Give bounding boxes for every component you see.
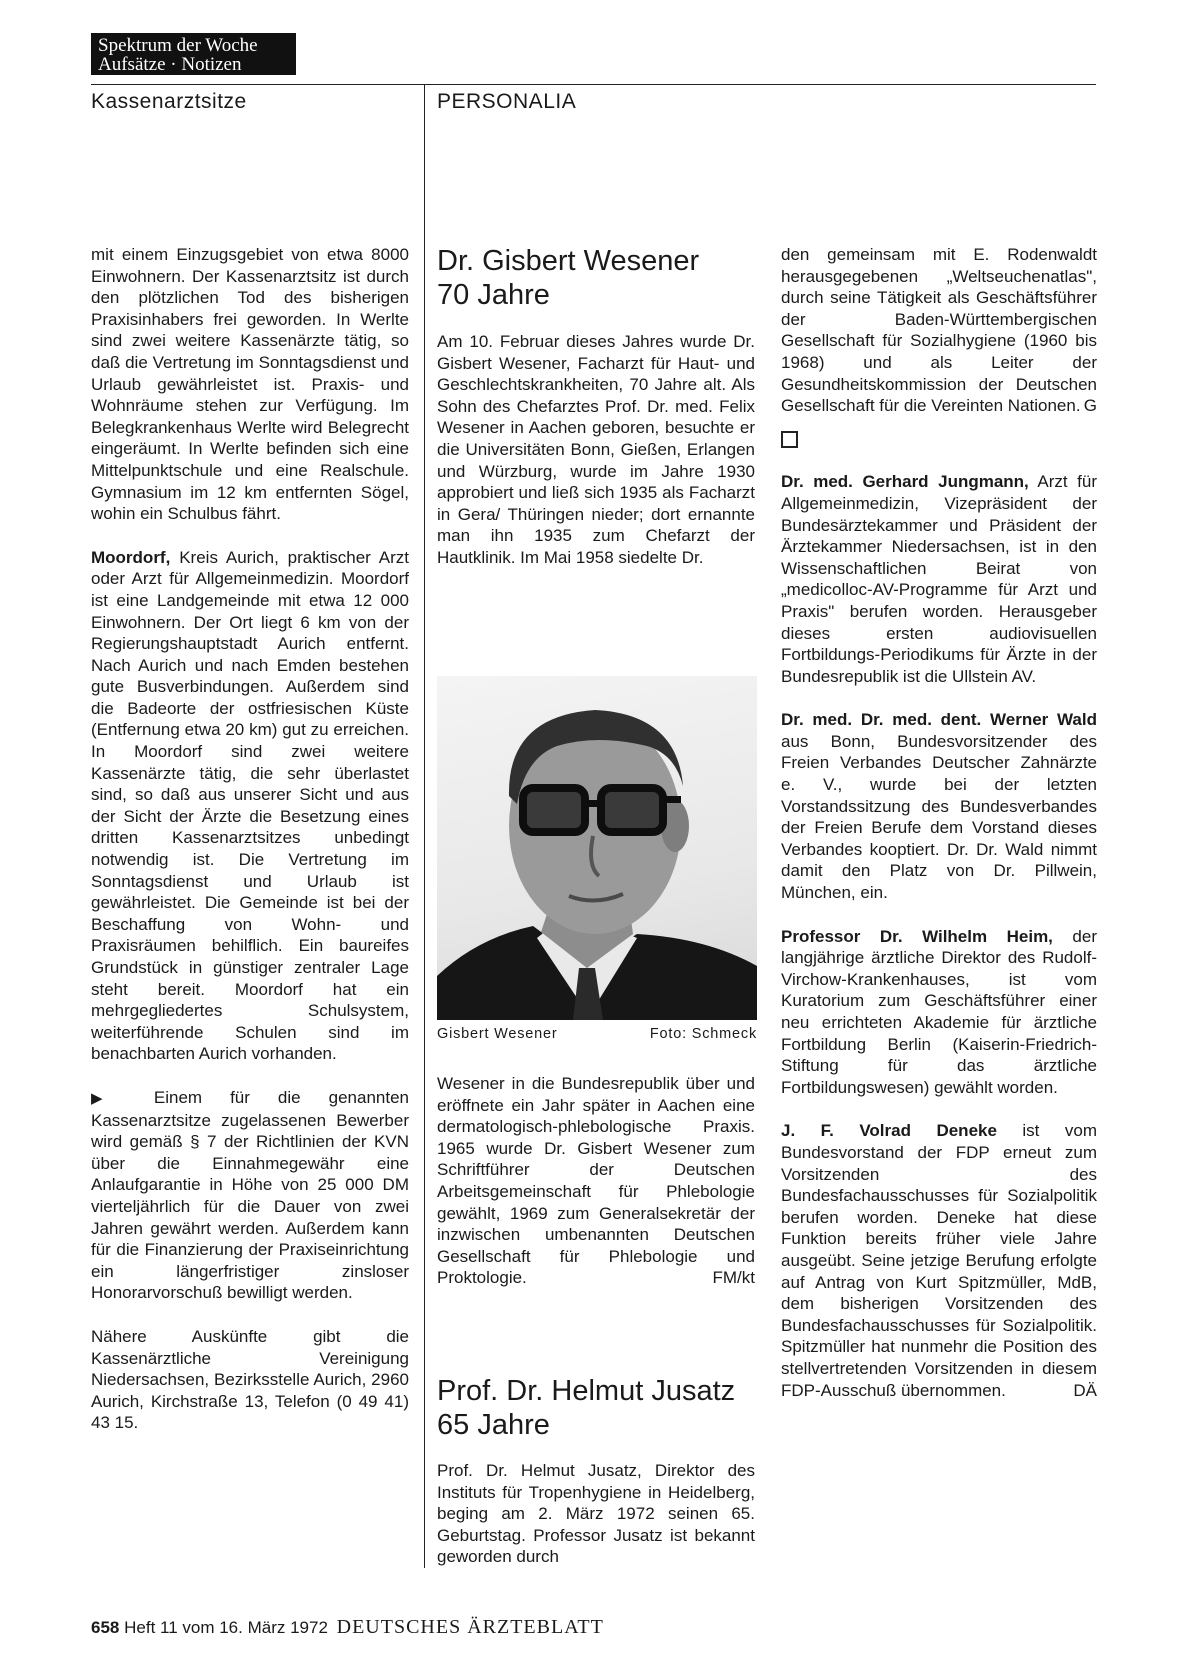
paragraph [91, 547, 409, 1065]
paragraph [781, 926, 1097, 1099]
caption-credit: Foto: Schmeck [649, 1026, 757, 1042]
issue-info: Heft 11 vom 16. März 1972 [124, 1618, 328, 1637]
author-signature: FM/kt [712, 1268, 755, 1288]
paragraph [781, 471, 1097, 687]
headline-line: 65 Jahre [437, 1409, 550, 1441]
header-rule [91, 84, 1096, 85]
section-label-right: PERSONALIA [437, 90, 577, 113]
journal-name: DEUTSCHES ÄRZTEBLATT [336, 1616, 604, 1638]
paragraph: Prof. Dr. Helmut Jusatz, Direktor des Instituts für Tropenhygiene in Heidelberg, beging am 2. März 1972 seinen 65. Geburtstag. Professor Jusatz ist bekannt geworden durch [437, 1461, 755, 1567]
page-footer [91, 1616, 604, 1639]
column-right [781, 244, 1097, 1423]
headline-line: Prof. Dr. Helmut Jusatz [437, 1375, 736, 1407]
paragraph [781, 244, 1097, 417]
headline-line: Dr. Gisbert Wesener [437, 245, 700, 277]
section-label-left: Kassenarztsitze [91, 90, 247, 113]
paragraph-lead: Professor Dr. Wilhelm Heim, [781, 926, 1053, 946]
column-left [91, 244, 409, 1456]
page-number: 658 [91, 1618, 120, 1637]
paragraph [91, 1087, 409, 1304]
arrow-right-icon: ▶ [91, 1089, 126, 1107]
paragraph-lead: J. F. Volrad Deneke [781, 1121, 997, 1141]
paragraph-text: Einem für die genannten Kassenarztsitze zugelassenen Bewerber wird gemäß § 7 der Richtlinien der KVN über die Einnahmegewähr eine Anlaufgarantie in Höhe von 25 000 DM vierteljährlich für die Dauer von zwei Jahren gewährt werden. Außerdem kann für die Finanzierung der Praxiseinrichtung ein längerfristiger zinsloser Honorarvorschuß bewilligt werden. [91, 1087, 409, 1303]
paragraph-text: der langjährige ärztliche Direktor des Rudolf-Virchow-Krankenhauses, ist vom Kuratorium zum Geschäftsführer einer neu errichteten Akademie für ärztliche Fortbildung Berlin (Kaiserin-Friedrich-Stiftung für das ärztliche Fortbildungswesen) gewählt worden. [781, 926, 1097, 1097]
paragraph-text: den gemeinsam mit E. Rodenwaldt herausgegebenen „Weltseuchenatlas", durch seine Tätigkeit als Geschäftsführer der Baden-Württembergischen Gesellschaft für Sozialhygiene (1960 bis 1968) und als Leiter der Gesundheitskommission der Deutschen Gesellschaft für die Vereinten Nationen. [781, 245, 1097, 416]
paragraph-text: Kreis Aurich, praktischer Arzt oder Arzt für Allgemeinmedizin. Moordorf ist eine Landgemeinde mit etwa 12 000 Einwohnern. Der Ort liegt 6 km von der Regierungshauptstadt Aurich entfernt. Nach Aurich und nach Emden bestehen gute Busverbindungen. Außerdem sind die Badeorte der ostfriesischen Küste (Entfernung etwa 20 km) gut zu erreichen. In Moordorf sind zwei weitere Kassenärzte tätig, die sehr überlastet sind, so daß aus unserer Sicht und aus der Sicht der Ärzte die Besetzung eines dritten Kassenarztsitzes unbedingt notwendig ist. Die Vertretung im Sonntagsdienst und Urlaub ist gewährleistet. Die Gemeinde ist bei der Beschaffung von Wohn- und Praxisräumen behilflich. Ein baureifes Grundstück in günstiger zentraler Lage steht bereit. Moordorf hat ein mehrgegliedertes Schulsystem, weiterführende Schulen sind im benachbarten Aurich vorhanden. [91, 547, 409, 1064]
paragraph [781, 1120, 1097, 1401]
masthead-line-2: Aufsätze · Notizen [98, 54, 242, 75]
author-signature: DÄ [1073, 1380, 1097, 1400]
article-headline-jusatz [437, 1374, 767, 1442]
paragraph-lead: Dr. med. Dr. med. dent. Werner Wald [781, 710, 1097, 730]
photo-caption [437, 1026, 757, 1042]
separator-box-icon [781, 431, 798, 448]
masthead [91, 33, 296, 75]
article-headline-wesener [437, 244, 767, 312]
article-body-wesener-continued [437, 1073, 755, 1311]
section-separator [781, 431, 1097, 454]
paragraph: Am 10. Februar dieses Jahres wurde Dr. Gisbert Wesener, Facharzt für Haut- und Geschlechtskrankheiten, 70 Jahre alt. Als Sohn des Chefarztes Prof. Dr. med. Felix Wesener in Aachen geboren, besuchte er die Universitäten Bonn, Gießen, Erlangen und Würzburg, wurde im Jahre 1930 approbiert und ließ sich 1935 als Facharzt in Gera/ Thüringen nieder; dort ernannte man ihn 1935 zum Chefarzt der Hautklinik. Im Mai 1958 siedelte Dr. [437, 332, 755, 567]
article-body-wesener [437, 331, 755, 591]
paragraph-text: Wesener in die Bundesrepublik über und eröffnete ein Jahr später in Aachen eine dermatologisch-phlebologische Praxis. 1965 wurde Dr. Gisbert Wesener zum Schriftführer der Deutschen Arbeitsgemeinschaft für Phlebologie gewählt, 1969 zum Generalsekretär der inzwischen umbenannten Deutschen Gesellschaft für Phlebologie und Proktologie. [437, 1074, 755, 1288]
portrait-photo-image [437, 676, 757, 1020]
paragraph-lead: Dr. med. Gerhard Jungmann, [781, 472, 1029, 492]
paragraph-text: ist vom Bundesvorstand der FDP erneut zum Vorsitzenden des Bundesfachausschusses für Sozialpolitik berufen worden. Deneke hat diese Funktion bereits früher viele Jahre ausgeübt. Seine jetzige Berufung erfolgte auf Antrag von Kurt Spitzmüller, MdB, dem bisherigen Vorsitzenden des Bundesfachausschusses für Sozialpolitik. Spitzmüller hat nunmehr die Position des stellvertretenden Vorsitzenden in diesem FDP-Ausschuß übernommen. [781, 1121, 1097, 1400]
caption-name: Gisbert Wesener [437, 1026, 558, 1042]
paragraph-text: Arzt für Allgemeinmedizin, Vizepräsident der Bundesärztekammer und Präsident der Ärztekammer Niedersachsen, ist in den Wissenschaftlichen Beirat von „medicolloc-AV-Programme für Arzt und Praxis" berufen worden. Herausgeber dieses ersten audiovisuellen Fortbildungs-Periodikums für Ärzte in der Bundesrepublik ist die Ullstein AV. [781, 472, 1098, 686]
masthead-line-1: Spektrum der Woche [98, 35, 258, 56]
headline-line: 70 Jahre [437, 279, 550, 311]
paragraph-text: aus Bonn, Bundesvorsitzender des Freien Verbandes Deutscher Zahnärzte e. V., wurde bei der letzten Vorstandssitzung des Bundesverbandes der Freien Berufe dem Vorstand dieses Verbandes kooptiert. Dr. Dr. Wald nimmt damit den Platz von Dr. Pillwein, München, ein. [781, 731, 1097, 903]
portrait-photo [437, 676, 757, 1020]
article-body-jusatz [437, 1460, 755, 1590]
paragraph: Nähere Auskünfte gibt die Kassenärztliche Vereinigung Niedersachsen, Bezirksstelle Aurich, 2960 Aurich, Kirchstraße 13, Telefon (0 49 41) 43 15. [91, 1326, 409, 1433]
column-divider [424, 84, 425, 1568]
paragraph-lead: Moordorf, [91, 547, 171, 567]
paragraph [781, 709, 1097, 903]
author-signature: G [1083, 396, 1097, 416]
paragraph [437, 1073, 755, 1289]
paragraph: mit einem Einzugsgebiet von etwa 8000 Einwohnern. Der Kassenarztsitz ist durch den plötzlichen Tod des bisherigen Praxisinhabers frei geworden. In Werlte sind zwei weitere Kassenärzte tätig, so daß die Vertretung im Sonntagsdienst und Urlaub gewährleistet ist. Praxis- und Wohnräume stehen zur Verfügung. Im Belegkrankenhaus Werlte wird Belegrecht eingeräumt. In Werlte befinden sich eine Mittelpunktschule und eine Realschule. Gymnasium im 12 km entfernten Sögel, wohin ein Schulbus fährt. [91, 245, 409, 524]
